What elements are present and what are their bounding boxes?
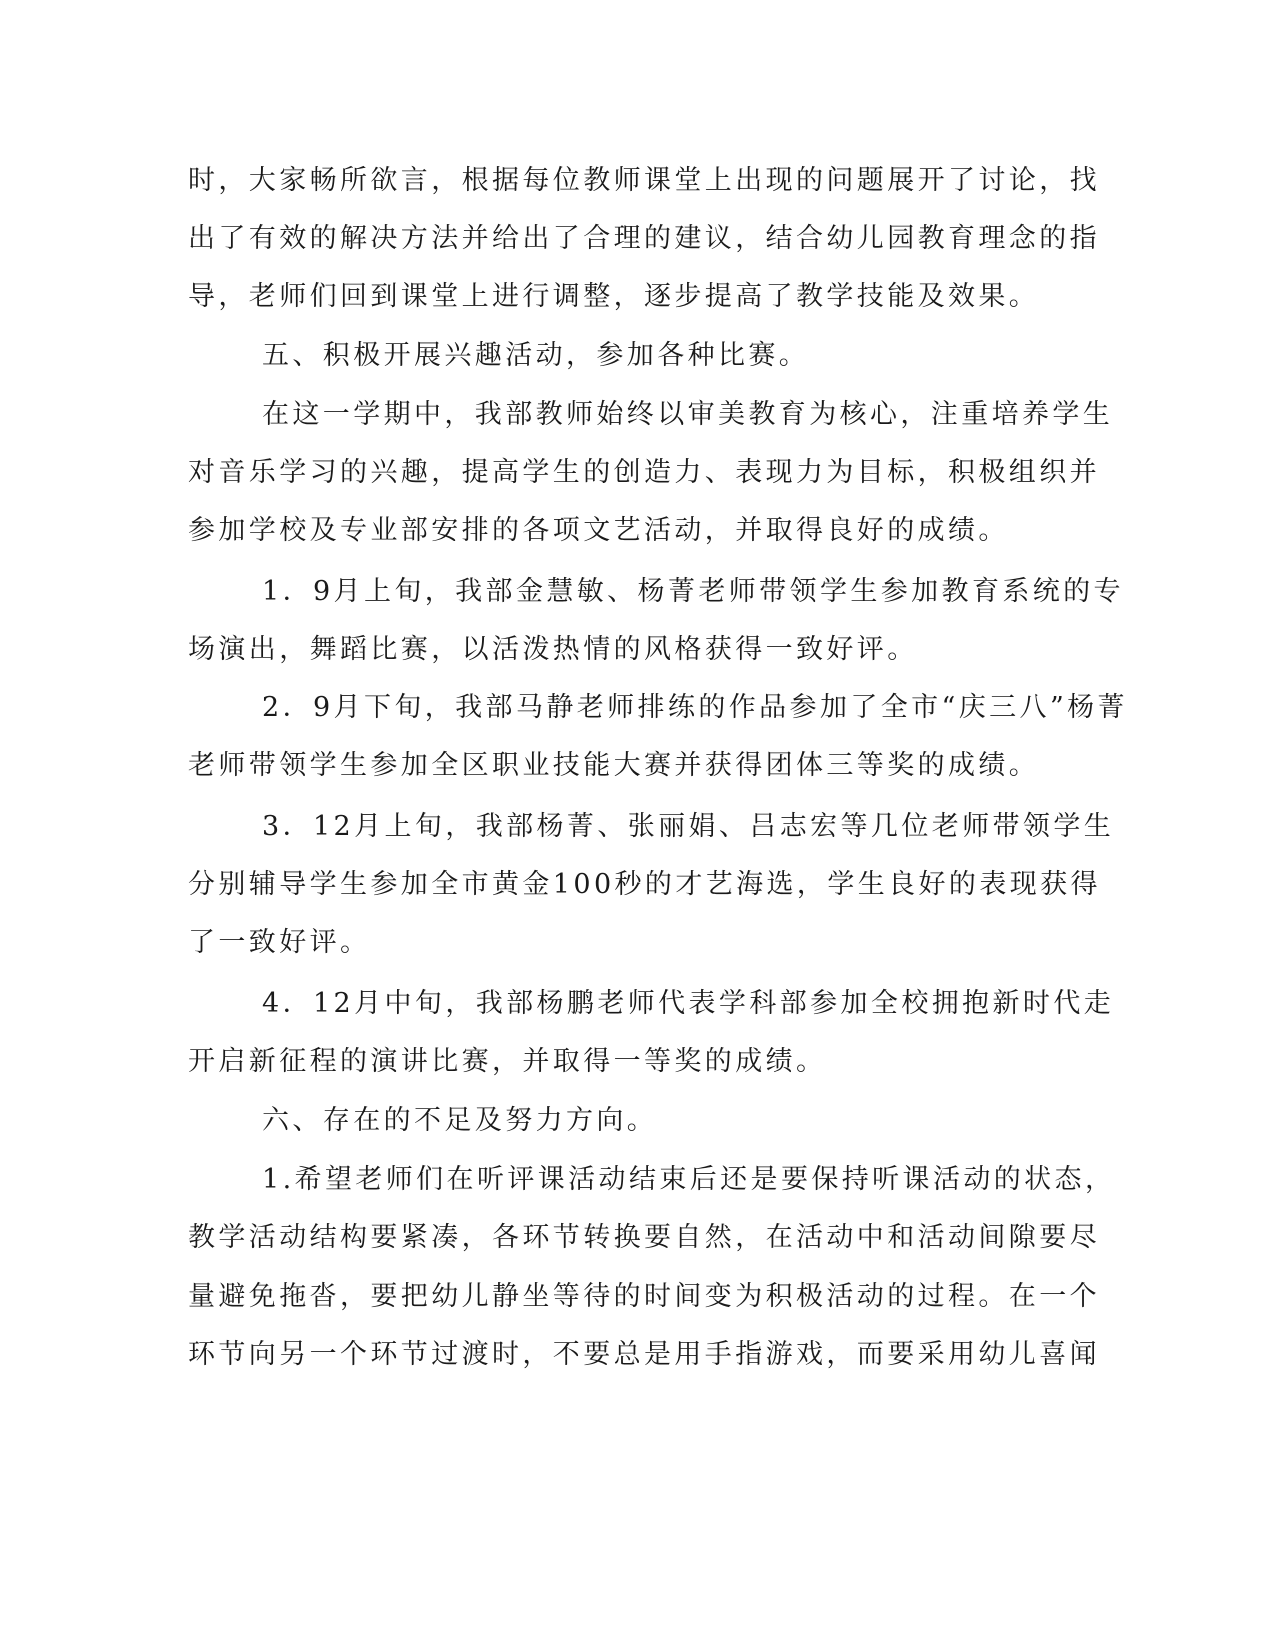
section-heading: 六、存在的不足及努力方向。 — [262, 1105, 658, 1136]
text-line: 教学活动结构要紧凑，各环节转换要自然，在活动中和活动间隙要尽 — [188, 1222, 1100, 1253]
list-item: 4．12月中旬，我部杨鹏老师代表学科部参加全校拥抱新时代走 — [262, 988, 1115, 1019]
text-line: 时，大家畅所欲言，根据每位教师课堂上出现的问题展开了讨论，找 — [188, 165, 1100, 196]
text-line: 开启新征程的演讲比赛，并取得一等奖的成绩。 — [188, 1046, 827, 1077]
text-line: 导，老师们回到课堂上进行调整，逐步提高了教学技能及效果。 — [188, 281, 1040, 312]
text-line: 参加学校及专业部安排的各项文艺活动，并取得良好的成绩。 — [188, 515, 1009, 546]
text-line: 分别辅导学生参加全市黄金100秒的才艺海选，学生良好的表现获得 — [188, 869, 1101, 900]
text-line: 了一致好评。 — [188, 927, 371, 958]
text-line: 环节向另一个环节过渡时，不要总是用手指游戏，而要采用幼儿喜闻 — [188, 1339, 1100, 1370]
text-line: 在这一学期中，我部教师始终以审美教育为核心，注重培养学生 — [262, 399, 1114, 430]
list-item: 1.希望老师们在听评课活动结束后还是要保持听课活动的状态， — [262, 1164, 1116, 1195]
text-line: 量避免拖沓，要把幼儿静坐等待的时间变为积极活动的过程。在一个 — [188, 1281, 1100, 1312]
text-line: 对音乐学习的兴趣，提高学生的创造力、表现力为目标，积极组织并 — [188, 457, 1100, 488]
section-heading: 五、积极开展兴趣活动，参加各种比赛。 — [262, 340, 810, 371]
text-line: 老师带领学生参加全区职业技能大赛并获得团体三等奖的成绩。 — [188, 750, 1040, 781]
text-line: 出了有效的解决方法并给出了合理的建议，结合幼儿园教育理念的指 — [188, 223, 1100, 254]
list-item: 3．12月上旬，我部杨菁、张丽娟、吕志宏等几位老师带领学生 — [262, 811, 1115, 842]
text-line: 场演出，舞蹈比赛，以活泼热情的风格获得一致好评。 — [188, 634, 918, 665]
list-item: 2．9月下旬，我部马静老师排练的作品参加了全市“庆三八”杨菁 — [262, 692, 1128, 723]
list-item: 1．9月上旬，我部金慧敏、杨菁老师带领学生参加教育系统的专 — [262, 576, 1124, 607]
